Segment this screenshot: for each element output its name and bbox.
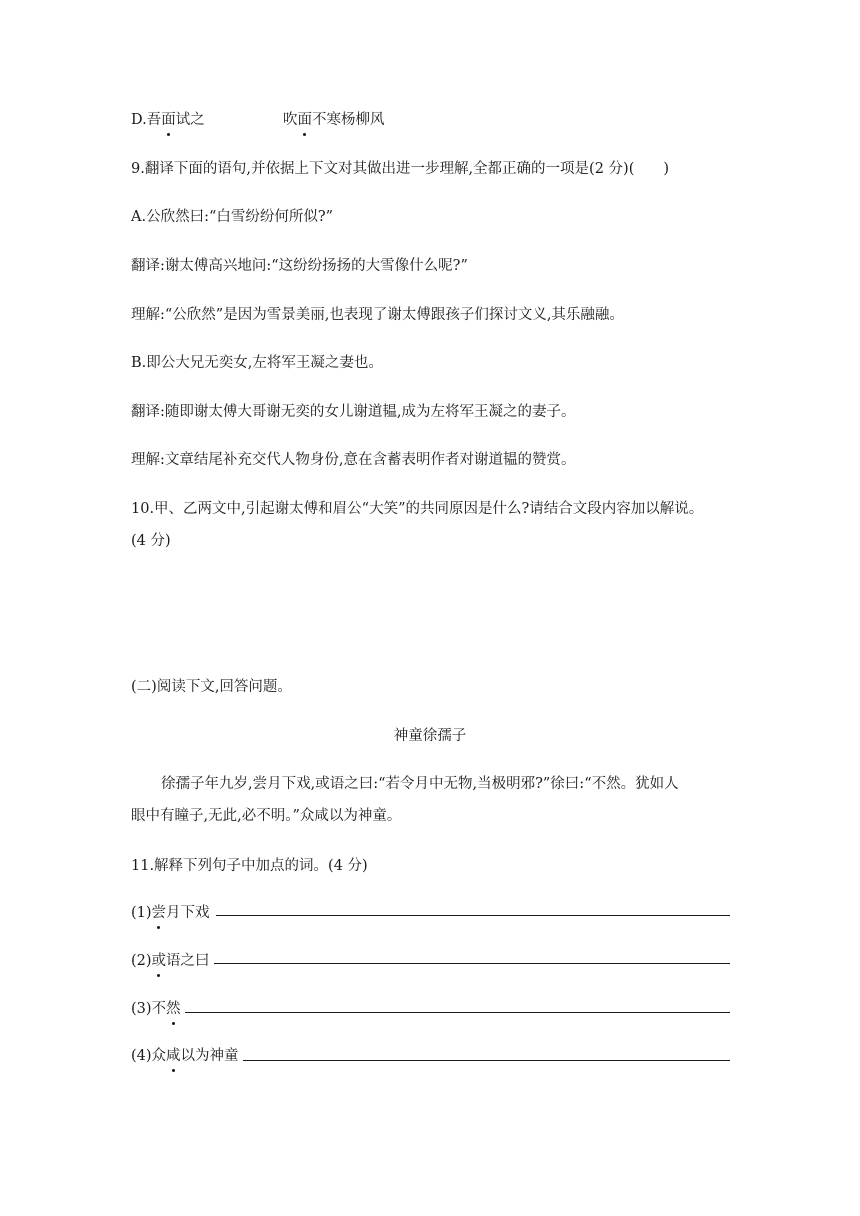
q9-option-a-translation: 翻译:谢太傅高兴地问:“这纷纷扬扬的大雪像什么呢?” [131, 258, 468, 274]
text-segment: 月下戏 [166, 905, 210, 921]
answer-blank[interactable] [243, 1060, 730, 1061]
text-segment: 吹 [283, 112, 298, 128]
q9-option-a-understanding: 理解:“公欣然”是因为雪景美丽,也表现了谢太傅跟孩子们探讨文义,其乐融融。 [131, 307, 624, 323]
q9-option-b-translation: 翻译:随即谢太傅大哥谢无奕的女儿谢道韫,成为左将军王凝之的妻子。 [131, 404, 576, 420]
passage-title: 神童徐孺子 [393, 728, 467, 744]
q11-item-2 [131, 951, 210, 971]
q11-item-3 [131, 999, 181, 1019]
q8-option-d-comparison [283, 110, 385, 130]
dotted-word: 面 [297, 112, 312, 128]
q11-stem: 11.解释下列句子中加点的词。(4 分) [131, 858, 368, 874]
answer-blank[interactable] [185, 1012, 730, 1013]
text-segment: 不 [151, 1001, 167, 1017]
q11-item-1 [131, 903, 210, 923]
q10-stem: 10.甲、乙两文中,引起谢太傅和眉公“大笑”的共同原因是什么?请结合文段内容加以解说。 [131, 501, 704, 517]
answer-blank[interactable] [214, 963, 730, 964]
q9-option-b-understanding: 理解:文章结尾补充交代人物身份,意在含蓄表明作者对谢道韫的赞赏。 [131, 452, 576, 468]
option-label: D. [131, 112, 147, 128]
q11-item-4 [131, 1046, 239, 1066]
text-segment: 试之 [175, 112, 205, 128]
section-heading: (二)阅读下文,回答问题。 [131, 679, 292, 695]
text-segment: 语之曰 [166, 953, 210, 969]
q10-score: (4 分) [131, 533, 171, 549]
dotted-word: 面 [161, 112, 176, 128]
text-segment: 吾 [146, 112, 162, 128]
dotted-word: 或 [151, 953, 167, 969]
q9-option-a-sentence: A.公欣然曰:“白雪纷纷何所似?” [131, 209, 334, 225]
item-number: (4) [131, 1048, 152, 1064]
passage-line: 眼中有瞳子,无此,必不明。”众咸以为神童。 [131, 808, 402, 824]
dotted-word: 然 [166, 1001, 181, 1017]
text-segment: 众 [151, 1048, 167, 1064]
q9-option-b-sentence: B.即公大兄无奕女,左将军王凝之妻也。 [131, 355, 383, 371]
item-number: (3) [131, 1001, 152, 1017]
q9-stem: 9.翻译下面的语句,并依据上下文对其做出进一步理解,全都正确的一项是(2 分)( ) [131, 161, 670, 177]
answer-blank[interactable] [216, 915, 730, 916]
text-segment: 不寒杨柳风 [312, 112, 385, 128]
passage-line: 徐孺子年九岁,尝月下戏,或语之曰:“若令月中无物,当极明邪?”徐曰:“不然。犹如人 [161, 776, 679, 792]
dotted-word: 尝 [151, 905, 167, 921]
text-segment: 以为神童 [180, 1048, 239, 1064]
dotted-word: 咸 [166, 1048, 181, 1064]
q8-option-d [131, 110, 205, 130]
item-number: (1) [131, 905, 152, 921]
item-number: (2) [131, 953, 152, 969]
